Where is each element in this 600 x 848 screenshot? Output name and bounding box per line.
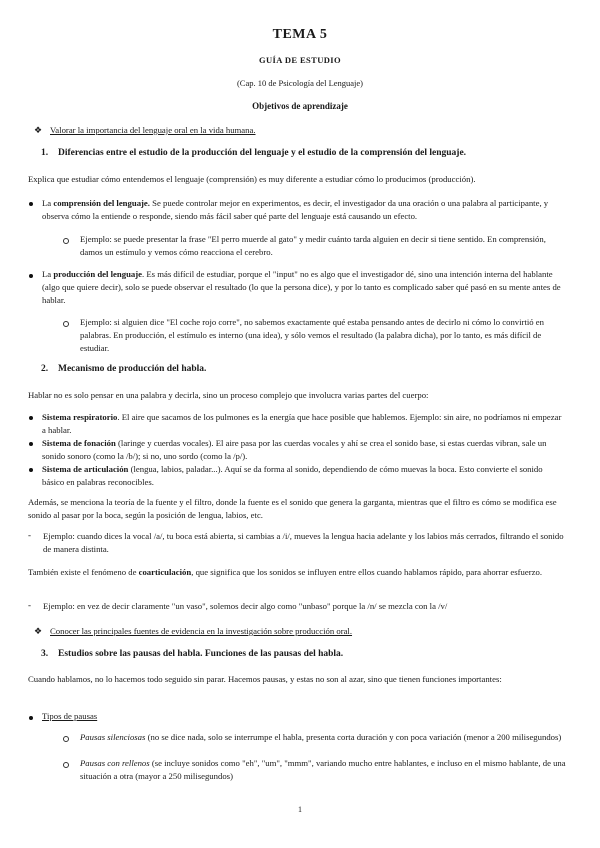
page-number: 1 (298, 805, 302, 814)
section-3-number: 3. (41, 649, 49, 659)
production-paragraph: La producción del lenguaje. Es más difícil de estudiar, porque el "input" no es algo que el investigador dé, sino una intención interna del hablante (algo que quiere decir), solo se puede observar el resultado (lo que la persona dice), y por lo tanto es complicado saber qué pasó en su mente antes de hablar. (42, 269, 561, 305)
comprehension-example: Ejemplo: se puede presentar la frase "El perro muerde al gato" y medir cuánto tarda alguien en decir si tiene sentido. En comprensión, damos un estímulo y vemos cómo reacciona el cerebro. (80, 234, 546, 257)
objective-2: Conocer las principales fuentes de evidencia en la investigación sobre producción oral. (50, 626, 353, 636)
production-example: Ejemplo: si alguien dice "El coche rojo corre", no sabemos exactamente qué estaba pensando antes de decirlo ni cómo lo convirtió en palabras. En producción, el estímulo es interno (una idea), y sólo vemos el resultado (la palabra dicha), por lo tanto, es más difícil de estudiar. (80, 317, 544, 353)
bullet-icon (29, 202, 33, 206)
circle-bullet-icon (63, 736, 69, 742)
respiratory-system: Sistema respiratorio. El aire que sacamos de los pulmones es la energía que hace posible que hablemos. Ejemplo: sin aire, no podríamos ni empezar a hablar. (42, 412, 562, 435)
chapter-reference: (Cap. 10 de Psicología del Lenguaje) (236, 78, 364, 88)
coarticulation-example: Ejemplo: en vez de decir claramente "un vaso", solemos decir algo como "unbaso" porque la /n/ se mezcla con la /v/ (43, 601, 448, 611)
section-2-title: Mecanismo de producción del habla. (58, 364, 207, 374)
bullet-icon (29, 468, 33, 472)
section-1-intro: Explica que estudiar cómo entendemos el lenguaje (comprensión) es muy diferente a estudiar cómo lo producimos (producción). (28, 174, 476, 184)
objective-1: Valorar la importancia del lenguaje oral en la vida humana. (50, 125, 256, 135)
dash-bullet-icon: - (28, 600, 31, 610)
bullet-icon (29, 716, 33, 720)
section-2-number: 2. (41, 364, 49, 374)
articulation-system: Sistema de articulación (lengua, labios, paladar...). Aquí se da forma al sonido, dependiendo de cómo muevas la boca. Esto convierte el sonido básico en palabras reconocibles. (42, 464, 543, 487)
vowel-example: Ejemplo: cuando dices la vocal /a/, tu boca está abierta, si cambias a /i/, mueves la lengua hacia adelante y los labios más cerrados, filtrando el sonido de manera distinta. (43, 531, 564, 554)
silent-pauses: Pausas silenciosas (no se dice nada, solo se interrumpe el habla, presenta corta duración y con poca variación (menor a 200 milisegundos) (80, 732, 562, 742)
section-1-title: Diferencias entre el estudio de la producción del lenguaje y el estudio de la comprensión del lenguaje. (58, 148, 467, 158)
section-3-title: Estudios sobre las pausas del habla. Funciones de las pausas del habla. (58, 649, 344, 659)
bullet-icon (29, 274, 33, 278)
pause-types-heading: Tipos de pausas (42, 711, 98, 721)
filled-pauses: Pausas con rellenos (se incluye sonidos como "eh", "um", "mmm", variando mucho entre hablantes, e incluso en el mismo hablante, de una situación a otra (mayor a 250 milisegundos) (80, 758, 566, 781)
diamond-bullet-icon: ❖ (34, 125, 43, 135)
document-title: TEMA 5 (272, 27, 328, 42)
objectives-heading: Objetivos de aprendizaje (252, 101, 348, 111)
dash-bullet-icon: - (28, 530, 31, 540)
circle-bullet-icon (63, 321, 69, 327)
coarticulation-paragraph: También existe el fenómeno de coarticulación, que significa que los sonidos se influyen entre ellos cuando hablamos rápido, para ahorrar esfuerzo. (28, 567, 542, 577)
circle-bullet-icon (63, 238, 69, 244)
bullet-icon (29, 416, 33, 420)
document-subtitle: GUÍA DE ESTUDIO (258, 55, 342, 65)
circle-bullet-icon (63, 762, 69, 768)
source-filter-paragraph: Además, se menciona la teoría de la fuente y el filtro, donde la fuente es el sonido que genera la garganta, mientras que el filtro es cómo se modifica ese sonido al pasar por la boca, según la posición de lengua, labios, etc. (28, 497, 557, 520)
section-1-number: 1. (41, 148, 49, 158)
bullet-icon (29, 442, 33, 446)
section-3-intro: Cuando hablamos, no lo hacemos todo seguido sin parar. Hacemos pausas, y estas no son al azar, sino que tienen funciones importantes: (28, 674, 502, 684)
section-2-intro: Hablar no es solo pensar en una palabra y decirla, sino un proceso complejo que involucra varias partes del cuerpo: (28, 390, 429, 400)
phonation-system: Sistema de fonación (laringe y cuerdas vocales). El aire pasa por las cuerdas vocales y ahí se crea el sonido base, si estas cuerdas vibran, sale un sonido sonoro (como la /b/); si no, uno sordo (como la /p/). (42, 438, 547, 461)
comprehension-paragraph: La comprensión del lenguaje. Se puede controlar mejor en experimentos, es decir, el investigador da una oración o una palabra al participante, y observa cómo la entiende o responde, siendo más fácil saber qué parte del lenguaje está causando un efecto. (42, 198, 549, 221)
diamond-bullet-icon: ❖ (34, 626, 43, 636)
